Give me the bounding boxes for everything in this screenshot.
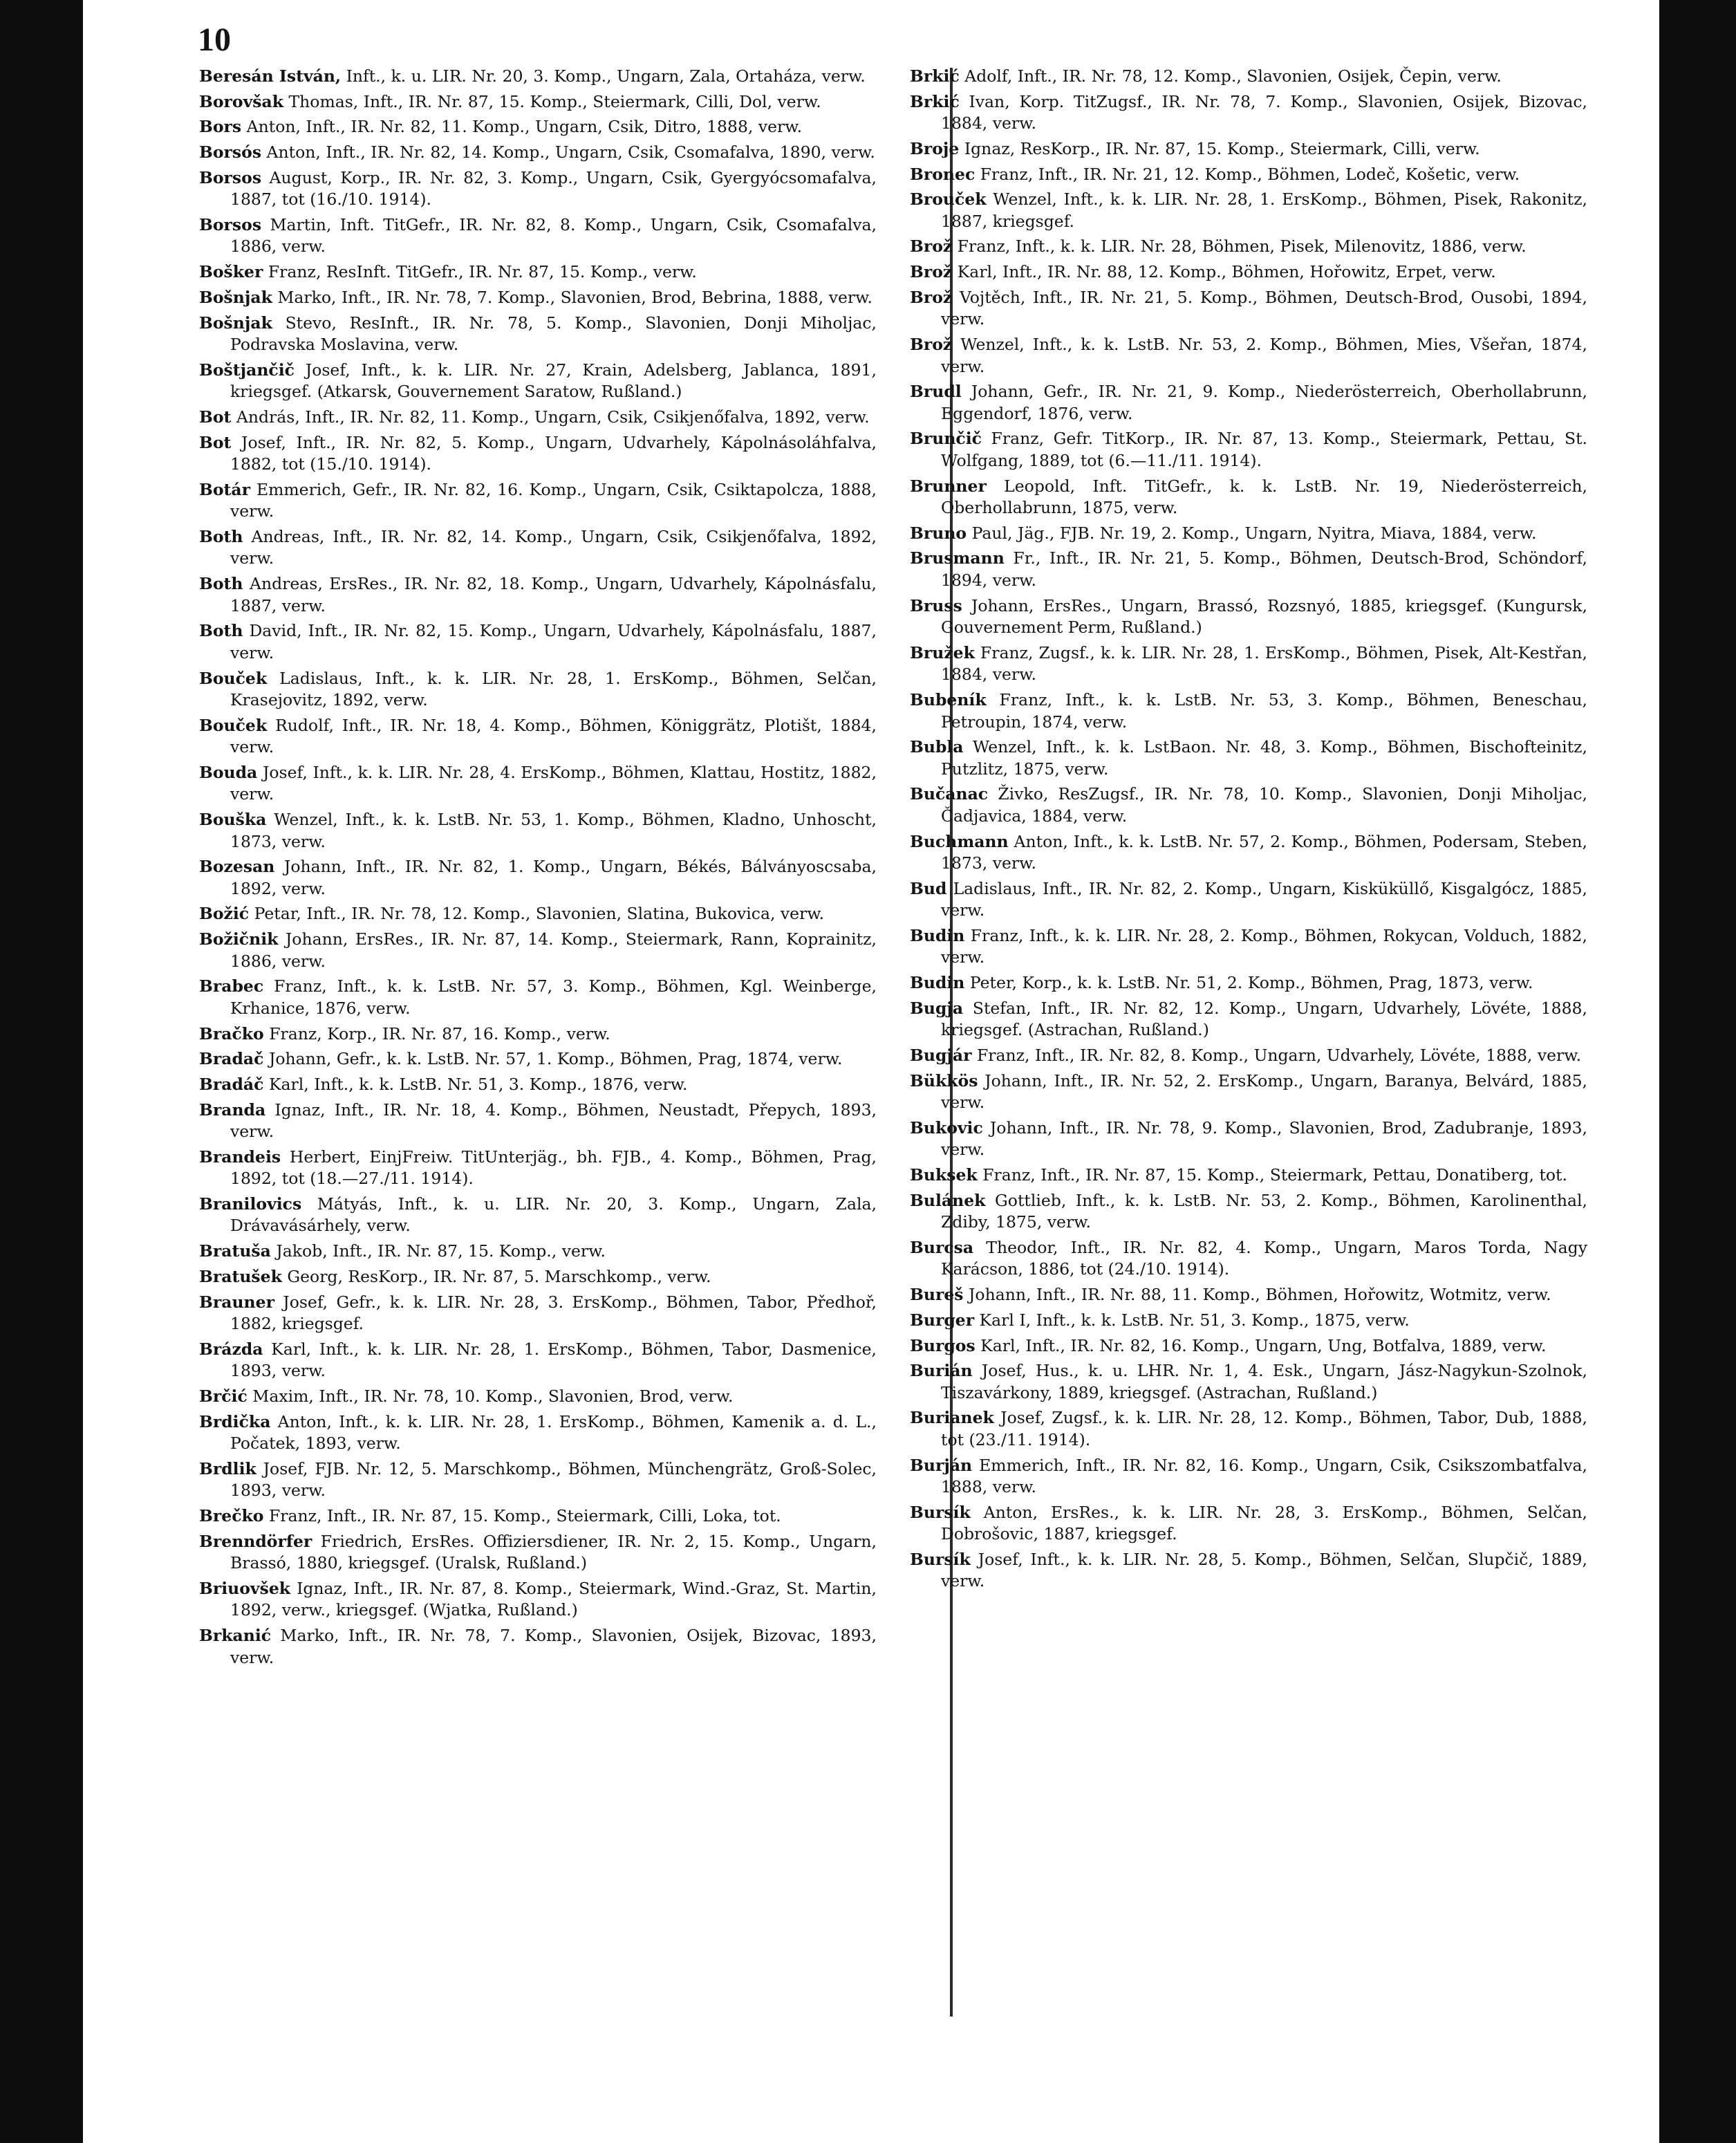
entry-details: Ladislaus, Inft., IR. Nr. 82, 2. Komp., Ungarn, Kisküküllő, Kisgalgócz, 1885, verw. bbox=[941, 878, 1587, 920]
entry-details: Josef, Inft., k. k. LIR. Nr. 28, 5. Komp., Böhmen, Selčan, Slupčič, 1889, verw. bbox=[941, 1549, 1587, 1591]
entry-surname: Burján bbox=[910, 1455, 973, 1475]
list-item bbox=[910, 1549, 1587, 1593]
entry-details: Anton, ErsRes., k. k. LIR. Nr. 28, 3. ErsKomp., Böhmen, Selčan, Dobrošovic, 1887, kriegsgef. bbox=[941, 1502, 1587, 1544]
list-item bbox=[199, 1023, 877, 1046]
entry-details: Wenzel, Inft., k. k. LIR. Nr. 28, 1. ErsKomp., Böhmen, Pisek, Rakonitz, 1887, kriegsgef. bbox=[941, 189, 1587, 231]
entry-details: Ignaz, Inft., IR. Nr. 87, 8. Komp., Steiermark, Wind.-Graz, St. Martin, 1892, verw., kriegsgef. (Wjatka, Rußland.) bbox=[230, 1578, 877, 1620]
entry-details: Wenzel, Inft., k. k. LstB. Nr. 53, 1. Komp., Böhmen, Kladno, Unhoscht, 1873, verw. bbox=[230, 810, 877, 851]
list-item bbox=[199, 116, 877, 138]
entry-details: Franz, Korp., IR. Nr. 87, 16. Komp., verw. bbox=[269, 1023, 610, 1043]
entry-details: Josef, Inft., IR. Nr. 82, 5. Komp., Ungarn, Udvarhely, Kápolnásoláhfalva, 1882, tot (15./10. 1914). bbox=[230, 432, 877, 474]
entry-details: Josef, Inft., k. k. LIR. Nr. 27, Krain, Adelsberg, Jablanca, 1891, kriegsgef. (Atkarsk, Gouvernement Saratow, Rußland.) bbox=[230, 360, 877, 402]
entry-surname: Brouček bbox=[910, 189, 987, 210]
entry-surname: Bruss bbox=[910, 595, 962, 615]
document-page bbox=[83, 0, 1659, 2143]
entry-details: Andreas, ErsRes., IR. Nr. 82, 18. Komp., Ungarn, Udvarhely, Kápolnásfalu, 1887, verw. bbox=[230, 574, 877, 615]
entry-surname: Bružek bbox=[910, 642, 975, 662]
list-item bbox=[199, 526, 877, 570]
entry-surname: Bukovic bbox=[910, 1117, 983, 1138]
entry-details: Johann, ErsRes., IR. Nr. 87, 14. Komp., Steiermark, Rann, Koprainitz, 1886, verw. bbox=[230, 929, 877, 971]
entry-details: Johann, Gefr., k. k. LstB. Nr. 57, 1. Komp., Böhmen, Prag, 1874, verw. bbox=[268, 1049, 843, 1069]
entry-details: Karl, Inft., IR. Nr. 88, 12. Komp., Böhmen, Hořowitz, Erpet, verw. bbox=[957, 262, 1496, 282]
entry-surname: Boštjančič bbox=[199, 360, 295, 380]
entry-details: Emmerich, Inft., IR. Nr. 82, 16. Komp., Ungarn, Csik, Csikszombatfalva, 1888, verw. bbox=[941, 1455, 1587, 1497]
entry-surname: Burcsa bbox=[910, 1237, 974, 1257]
list-item bbox=[910, 164, 1587, 186]
list-item bbox=[199, 620, 877, 664]
list-item bbox=[910, 548, 1587, 591]
entry-details: Karl, Inft., k. k. LIR. Nr. 28, 1. ErsKomp., Böhmen, Tabor, Dasmenice, 1893, verw. bbox=[230, 1339, 877, 1381]
entry-details: András, Inft., IR. Nr. 82, 11. Komp., Ungarn, Csik, Csikjenőfalva, 1892, verw. bbox=[236, 407, 870, 427]
list-item bbox=[910, 381, 1587, 425]
entry-details: Živko, ResZugsf., IR. Nr. 78, 10. Komp., Slavonien, Donji Miholjac, Čadjavica, 1884, verw. bbox=[941, 784, 1587, 826]
list-item bbox=[199, 432, 877, 476]
list-item bbox=[910, 287, 1587, 331]
entry-details: Fr., Inft., IR. Nr. 21, 5. Komp., Böhmen, Deutsch-Brod, Schöndorf, 1894, verw. bbox=[941, 548, 1587, 590]
list-item bbox=[199, 1147, 877, 1190]
entry-details: Franz, Inft., IR. Nr. 21, 12. Komp., Böhmen, Lodeč, Košetic, verw. bbox=[980, 164, 1520, 184]
entry-surname: Brkanić bbox=[199, 1626, 272, 1645]
entry-surname: Bubeník bbox=[910, 690, 987, 709]
list-item bbox=[199, 1411, 877, 1455]
entry-surname: Bubla bbox=[910, 737, 964, 757]
list-item bbox=[199, 856, 877, 900]
entry-details: Anton, Inft., IR. Nr. 82, 14. Komp., Ungarn, Csik, Csomafalva, 1890, verw. bbox=[266, 142, 875, 163]
list-item bbox=[199, 1194, 877, 1237]
entry-surname: Bursík bbox=[910, 1549, 971, 1569]
list-item bbox=[910, 1237, 1587, 1281]
entry-surname: Brož bbox=[910, 287, 953, 307]
list-item bbox=[910, 689, 1587, 733]
list-item bbox=[910, 783, 1587, 827]
list-item bbox=[199, 1048, 877, 1070]
entry-details: August, Korp., IR. Nr. 82, 3. Komp., Ungarn, Csik, Gyergyócsomafalva, 1887, tot (16./10. 1914). bbox=[230, 167, 877, 210]
entry-surname: Burgos bbox=[910, 1335, 976, 1355]
entry-surname: Bruno bbox=[910, 523, 967, 543]
entry-details: Inft., k. u. LIR. Nr. 20, 3. Komp., Ungarn, Zala, Ortaháza, verw. bbox=[346, 66, 866, 86]
entry-details: Petar, Inft., IR. Nr. 78, 12. Komp., Slavonien, Slatina, Bukovica, verw. bbox=[254, 904, 825, 924]
entry-surname: Bursík bbox=[910, 1502, 971, 1522]
entry-surname: Bouček bbox=[199, 668, 268, 688]
list-item bbox=[910, 236, 1587, 258]
entry-details: Anton, Inft., k. k. LIR. Nr. 28, 1. ErsKomp., Böhmen, Kamenik a. d. L., Počatek, 1893, verw. bbox=[230, 1411, 877, 1454]
entry-details: Josef, Zugsf., k. k. LIR. Nr. 28, 12. Komp., Böhmen, Tabor, Dub, 1888, tot (23./11. 1914). bbox=[941, 1408, 1587, 1449]
entry-details: Martin, Inft. TitGefr., IR. Nr. 82, 8. Komp., Ungarn, Csik, Csomafalva, 1886, verw. bbox=[230, 214, 877, 257]
entry-details: Franz, Gefr. TitKorp., IR. Nr. 87, 13. Komp., Steiermark, Pettau, St. Wolfgang, 1889, tot (6.—11./11. 1914). bbox=[941, 429, 1587, 470]
entry-surname: Bronec bbox=[910, 164, 976, 184]
entry-surname: Brenndörfer bbox=[199, 1531, 312, 1551]
entry-details: Ivan, Korp. TitZugsf., IR. Nr. 78, 7. Komp., Slavonien, Osijek, Bizovac, 1884, verw. bbox=[941, 91, 1587, 133]
list-item bbox=[910, 1335, 1587, 1357]
entry-surname: Brdička bbox=[199, 1411, 271, 1431]
list-item bbox=[910, 1502, 1587, 1546]
entry-details: Johann, Inft., IR. Nr. 52, 2. ErsKomp., Ungarn, Baranya, Belvárd, 1885, verw. bbox=[941, 1070, 1587, 1113]
entry-surname: Branda bbox=[199, 1100, 266, 1120]
entry-details: Franz, Zugsf., k. k. LIR. Nr. 28, 1. ErsKomp., Böhmen, Pisek, Alt-Kestřan, 1884, verw. bbox=[941, 642, 1587, 685]
entry-surname: Bors bbox=[199, 117, 242, 137]
entry-details: Johann, Inft., IR. Nr. 82, 1. Komp., Ungarn, Békés, Bálványoscsaba, 1892, verw. bbox=[230, 857, 877, 898]
entry-surname: Brdlik bbox=[199, 1458, 256, 1478]
list-item bbox=[199, 715, 877, 759]
entry-surname: Bošnjak bbox=[199, 313, 272, 333]
entry-details: Friedrich, ErsRes. Offiziersdiener, IR. Nr. 2, 15. Komp., Ungarn, Brassó, 1880, kriegsgef. (Uralsk, Rußland.) bbox=[230, 1531, 877, 1573]
entry-details: Mátyás, Inft., k. u. LIR. Nr. 20, 3. Komp., Ungarn, Zala, Drávavásárhely, verw. bbox=[230, 1194, 877, 1236]
list-item bbox=[910, 261, 1587, 284]
entry-surname: Bradač bbox=[199, 1049, 264, 1069]
list-item bbox=[910, 1360, 1587, 1404]
entry-surname: Brož bbox=[910, 262, 953, 282]
list-item bbox=[199, 167, 877, 211]
entry-surname: Bračko bbox=[199, 1023, 264, 1043]
list-item bbox=[199, 1241, 877, 1263]
list-item bbox=[910, 1070, 1587, 1114]
list-item bbox=[910, 189, 1587, 232]
entry-details: Stevo, ResInft., IR. Nr. 78, 5. Komp., Slavonien, Donji Miholjac, Podravska Moslavina, verw. bbox=[230, 313, 877, 354]
entry-details: Johann, ErsRes., Ungarn, Brassó, Rozsnyó, 1885, kriegsgef. (Kungursk, Gouvernement Perm, Rußland.) bbox=[941, 595, 1587, 638]
entry-surname: Borovšak bbox=[199, 91, 283, 111]
list-item bbox=[910, 138, 1587, 160]
list-item bbox=[199, 261, 877, 284]
list-item bbox=[910, 595, 1587, 639]
list-item bbox=[199, 1625, 877, 1669]
list-item bbox=[199, 1578, 877, 1622]
list-item bbox=[910, 476, 1587, 519]
list-item bbox=[910, 642, 1587, 686]
entry-surname: Brčić bbox=[199, 1386, 248, 1406]
list-item bbox=[199, 1339, 877, 1382]
list-item bbox=[199, 142, 877, 164]
entry-surname: Bozesan bbox=[199, 857, 275, 877]
entry-details: Ignaz, ResKorp., IR. Nr. 87, 15. Komp., Steiermark, Cilli, verw. bbox=[964, 138, 1480, 158]
list-item bbox=[910, 1284, 1587, 1306]
list-item bbox=[199, 214, 877, 258]
entry-surname: Buksek bbox=[910, 1165, 978, 1185]
entry-details: Andreas, Inft., IR. Nr. 82, 14. Komp., Ungarn, Csik, Csikjenőfalva, 1892, verw. bbox=[230, 526, 877, 568]
list-item bbox=[199, 1266, 877, 1288]
entry-details: Karl, Inft., k. k. LstB. Nr. 51, 3. Komp., 1876, verw. bbox=[268, 1074, 688, 1094]
entry-details: Johann, Inft., IR. Nr. 88, 11. Komp., Böhmen, Hořowitz, Wotmitz, verw. bbox=[969, 1285, 1551, 1305]
entry-surname: Bugja bbox=[910, 998, 964, 1018]
right-column bbox=[910, 66, 1587, 1596]
entry-details: Emmerich, Gefr., IR. Nr. 82, 16. Komp., Ungarn, Csik, Csiktapolcza, 1888, verw. bbox=[230, 479, 877, 521]
list-item bbox=[910, 1455, 1587, 1499]
entry-details: Theodor, Inft., IR. Nr. 82, 4. Komp., Ungarn, Maros Torda, Nagy Karácson, 1886, tot (24./10. 1914). bbox=[941, 1237, 1587, 1279]
entry-surname: Broje bbox=[910, 138, 960, 158]
list-item bbox=[910, 831, 1587, 875]
entry-surname: Borsos bbox=[199, 167, 262, 187]
page-number: 10 bbox=[198, 21, 231, 58]
list-item bbox=[199, 668, 877, 712]
entry-surname: Brož bbox=[910, 335, 953, 354]
entry-surname: Brkić bbox=[910, 66, 960, 86]
list-item bbox=[199, 929, 877, 972]
entry-details: Franz, Inft., k. k. LIR. Nr. 28, Böhmen, Pisek, Milenovitz, 1886, verw. bbox=[957, 236, 1527, 257]
entry-details: Wenzel, Inft., k. k. LstBaon. Nr. 48, 3. Komp., Böhmen, Bischofteinitz, Putzlitz, 1875, verw. bbox=[941, 737, 1587, 779]
entry-surname: Brkić bbox=[910, 91, 960, 111]
entry-details: Rudolf, Inft., IR. Nr. 18, 4. Komp., Böhmen, Königgrätz, Plotišt, 1884, verw. bbox=[230, 715, 877, 757]
list-item bbox=[199, 287, 877, 309]
list-item bbox=[199, 313, 877, 356]
entry-details: Josef, FJB. Nr. 12, 5. Marschkomp., Böhmen, Münchengrätz, Groß-Solec, 1893, verw. bbox=[230, 1458, 877, 1501]
list-item bbox=[910, 972, 1587, 994]
entry-surname: Burger bbox=[910, 1310, 975, 1330]
entry-surname: Božić bbox=[199, 904, 250, 924]
list-item bbox=[910, 1117, 1587, 1161]
entry-details: Gottlieb, Inft., k. k. LstB. Nr. 53, 2. Komp., Böhmen, Karolinenthal, Zdiby, 1875, verw. bbox=[941, 1190, 1587, 1232]
list-item bbox=[199, 1292, 877, 1335]
entry-surname: Brunčič bbox=[910, 429, 982, 449]
entry-surname: Bureš bbox=[910, 1285, 964, 1305]
list-item bbox=[199, 479, 877, 523]
list-item bbox=[199, 903, 877, 925]
list-item bbox=[910, 1310, 1587, 1332]
list-item bbox=[199, 91, 877, 113]
list-item bbox=[910, 523, 1587, 545]
entry-surname: Both bbox=[199, 621, 243, 641]
list-item bbox=[199, 573, 877, 617]
entry-details: Thomas, Inft., IR. Nr. 87, 15. Komp., Steiermark, Cilli, Dol, verw. bbox=[288, 91, 821, 111]
entry-surname: Botár bbox=[199, 479, 250, 499]
entry-surname: Burianek bbox=[910, 1408, 994, 1428]
entry-surname: Bošker bbox=[199, 262, 263, 282]
entry-surname: Brunner bbox=[910, 476, 987, 496]
entry-surname: Buchmann bbox=[910, 831, 1009, 851]
entry-details: Franz, Inft., k. k. LstB. Nr. 57, 3. Komp., Böhmen, Kgl. Weinberge, Krhanice, 1876, verw. bbox=[230, 976, 877, 1018]
entry-details: Maxim, Inft., IR. Nr. 78, 10. Komp., Slavonien, Brod, verw. bbox=[252, 1386, 734, 1406]
entry-details: Adolf, Inft., IR. Nr. 78, 12. Komp., Slavonien, Osijek, Čepin, verw. bbox=[964, 66, 1502, 86]
entry-surname: Budin bbox=[910, 973, 965, 993]
entry-details: Wenzel, Inft., k. k. LstB. Nr. 53, 2. Komp., Böhmen, Mies, Všeřan, 1874, verw. bbox=[941, 335, 1587, 376]
list-item bbox=[199, 762, 877, 806]
entry-surname: Bot bbox=[199, 407, 232, 427]
entry-surname: Brabec bbox=[199, 976, 264, 996]
entry-surname: Bükkös bbox=[910, 1070, 978, 1091]
list-item bbox=[910, 1165, 1587, 1187]
entry-surname: Bratušek bbox=[199, 1266, 282, 1286]
entry-surname: Borsós bbox=[199, 142, 262, 163]
entry-surname: Briuovšek bbox=[199, 1578, 291, 1598]
entry-details: Johann, Gefr., IR. Nr. 21, 9. Komp., Niederösterreich, Oberhollabrunn, Eggendorf, 1876, verw. bbox=[941, 382, 1587, 423]
list-item bbox=[199, 1386, 877, 1408]
entry-details: Franz, Inft., IR. Nr. 82, 8. Komp., Ungarn, Udvarhely, Lövéte, 1888, verw. bbox=[976, 1046, 1582, 1065]
entry-details: Josef, Hus., k. u. LHR. Nr. 1, 4. Esk., Ungarn, Jász-Nagykun-Szolnok, Tiszavárkony, 1889, kriegsgef. (Astrachan, Rußland.) bbox=[941, 1361, 1587, 1402]
list-item bbox=[199, 1505, 877, 1528]
entry-surname: Beresán István, bbox=[199, 66, 342, 86]
list-item bbox=[910, 925, 1587, 969]
entry-details: Anton, Inft., k. k. LstB. Nr. 57, 2. Komp., Böhmen, Podersam, Steben, 1873, verw. bbox=[941, 831, 1587, 873]
list-item bbox=[199, 1458, 877, 1502]
entry-details: Franz, Inft., IR. Nr. 87, 15. Komp., Steiermark, Pettau, Donatiberg, tot. bbox=[982, 1165, 1567, 1185]
entry-surname: Brož bbox=[910, 236, 953, 257]
entry-details: Franz, Inft., IR. Nr. 87, 15. Komp., Steiermark, Cilli, Loka, tot. bbox=[268, 1505, 781, 1525]
list-item bbox=[199, 407, 877, 429]
list-item bbox=[910, 998, 1587, 1041]
list-item bbox=[199, 976, 877, 1019]
list-item bbox=[910, 736, 1587, 780]
entry-details: Vojtěch, Inft., IR. Nr. 21, 5. Komp., Böhmen, Deutsch-Brod, Ousobi, 1894, verw. bbox=[941, 287, 1587, 329]
entry-surname: Bugjár bbox=[910, 1046, 972, 1065]
entry-details: Jakob, Inft., IR. Nr. 87, 15. Komp., verw. bbox=[276, 1241, 606, 1261]
list-item bbox=[910, 1045, 1587, 1067]
entry-surname: Bulánek bbox=[910, 1190, 986, 1210]
entry-surname: Bouček bbox=[199, 715, 268, 735]
entry-details: Josef, Inft., k. k. LIR. Nr. 28, 4. ErsKomp., Böhmen, Klattau, Hostitz, 1882, verw. bbox=[230, 762, 877, 804]
entry-surname: Brečko bbox=[199, 1505, 264, 1525]
list-item bbox=[199, 809, 877, 853]
entry-surname: Bud bbox=[910, 878, 947, 898]
entry-surname: Bradáč bbox=[199, 1074, 264, 1094]
entry-surname: Brauner bbox=[199, 1292, 274, 1312]
entry-details: Peter, Korp., k. k. LstB. Nr. 51, 2. Komp., Böhmen, Prag, 1873, verw. bbox=[969, 973, 1533, 993]
entry-surname: Bratuša bbox=[199, 1241, 271, 1261]
entry-details: Marko, Inft., IR. Nr. 78, 7. Komp., Slavonien, Osijek, Bizovac, 1893, verw. bbox=[230, 1626, 877, 1667]
list-item bbox=[910, 428, 1587, 472]
entry-surname: Brandeis bbox=[199, 1147, 281, 1167]
list-item bbox=[199, 1074, 877, 1096]
entry-details: Ignaz, Inft., IR. Nr. 18, 4. Komp., Böhmen, Neustadt, Přepych, 1893, verw. bbox=[230, 1100, 877, 1142]
entry-surname: Bouda bbox=[199, 762, 258, 782]
entry-details: Leopold, Inft. TitGefr., k. k. LstB. Nr. 19, Niederösterreich, Oberhollabrunn, 1875, verw. bbox=[941, 476, 1587, 518]
entry-surname: Bouška bbox=[199, 810, 267, 830]
entry-details: Franz, Inft., k. k. LIR. Nr. 28, 2. Komp., Böhmen, Rokycan, Volduch, 1882, verw. bbox=[941, 925, 1587, 967]
list-item bbox=[199, 66, 877, 88]
entry-details: Franz, Inft., k. k. LstB. Nr. 53, 3. Komp., Böhmen, Beneschau, Petroupin, 1874, verw. bbox=[941, 690, 1587, 732]
list-item bbox=[199, 360, 877, 403]
entry-surname: Bošnjak bbox=[199, 287, 272, 307]
entry-surname: Bučanac bbox=[910, 784, 989, 804]
entry-details: Stefan, Inft., IR. Nr. 82, 12. Komp., Ungarn, Udvarhely, Lövéte, 1888, kriegsgef. (Astrachan, Rußland.) bbox=[941, 998, 1587, 1040]
entry-details: Josef, Gefr., k. k. LIR. Nr. 28, 3. ErsKomp., Böhmen, Tabor, Předhoř, 1882, kriegsgef. bbox=[230, 1292, 877, 1333]
list-item bbox=[199, 1100, 877, 1143]
entry-surname: Both bbox=[199, 526, 243, 546]
entry-surname: Brudl bbox=[910, 382, 962, 402]
entry-surname: Brusmann bbox=[910, 548, 1005, 568]
list-item bbox=[910, 1407, 1587, 1451]
list-item bbox=[910, 334, 1587, 378]
entry-details: Marko, Inft., IR. Nr. 78, 7. Komp., Slavonien, Brod, Bebrina, 1888, verw. bbox=[277, 287, 872, 307]
left-column bbox=[199, 66, 877, 1672]
entry-details: Karl I, Inft., k. k. LstB. Nr. 51, 3. Komp., 1875, verw. bbox=[979, 1310, 1410, 1330]
entry-details: Herbert, EinjFreiw. TitUnterjäg., bh. FJB., 4. Komp., Böhmen, Prag, 1892, tot (18.—27./11. 1914). bbox=[230, 1147, 877, 1189]
entry-surname: Borsos bbox=[199, 214, 262, 234]
entry-details: David, Inft., IR. Nr. 82, 15. Komp., Ungarn, Udvarhely, Kápolnásfalu, 1887, verw. bbox=[230, 621, 877, 662]
entry-details: Karl, Inft., IR. Nr. 82, 16. Komp., Ungarn, Ung, Botfalva, 1889, verw. bbox=[980, 1335, 1547, 1355]
entry-surname: Božičnik bbox=[199, 929, 279, 949]
entry-surname: Brázda bbox=[199, 1339, 263, 1359]
entry-surname: Both bbox=[199, 574, 243, 594]
entry-surname: Bot bbox=[199, 432, 232, 452]
entry-details: Paul, Jäg., FJB. Nr. 19, 2. Komp., Ungarn, Nyitra, Miava, 1884, verw. bbox=[971, 523, 1537, 543]
entry-surname: Burián bbox=[910, 1361, 973, 1381]
list-item bbox=[910, 1190, 1587, 1234]
entry-details: Georg, ResKorp., IR. Nr. 87, 5. Marschkomp., verw. bbox=[287, 1266, 711, 1286]
list-item bbox=[199, 1531, 877, 1575]
entry-details: Franz, ResInft. TitGefr., IR. Nr. 87, 15. Komp., verw. bbox=[268, 262, 697, 282]
list-item bbox=[910, 91, 1587, 135]
entry-details: Johann, Inft., IR. Nr. 78, 9. Komp., Slavonien, Brod, Zadubranje, 1893, verw. bbox=[941, 1117, 1587, 1160]
entry-surname: Branilovics bbox=[199, 1194, 302, 1214]
list-item bbox=[910, 66, 1587, 88]
list-item bbox=[910, 878, 1587, 922]
entry-details: Anton, Inft., IR. Nr. 82, 11. Komp., Ungarn, Csik, Ditro, 1888, verw. bbox=[246, 117, 803, 137]
entry-surname: Budin bbox=[910, 925, 965, 945]
entry-details: Ladislaus, Inft., k. k. LIR. Nr. 28, 1. ErsKomp., Böhmen, Selčan, Krasejovitz, 1892, verw. bbox=[230, 668, 877, 709]
